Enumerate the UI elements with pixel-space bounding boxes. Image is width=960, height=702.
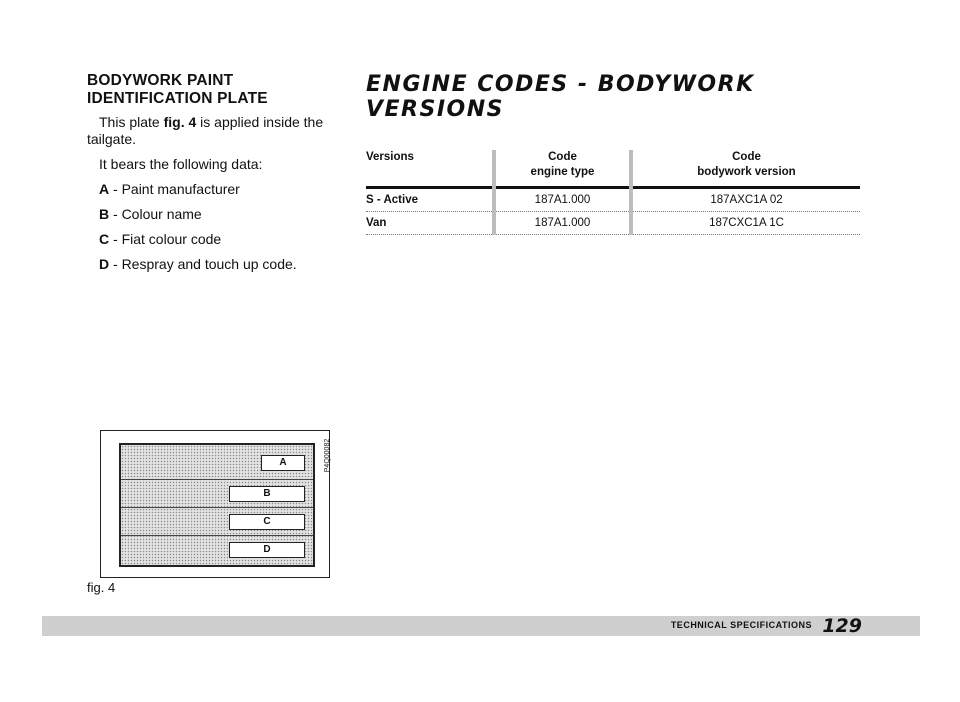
figure-reference: fig. 4 [163,114,197,130]
title-line-2: IDENTIFICATION PLATE [87,90,268,107]
plate-row [121,449,313,477]
cell-version: Van [366,212,494,235]
header-versions: Versions [366,151,414,163]
list-item [99,231,337,248]
list-item [99,181,337,198]
list-letter: C [99,231,110,247]
title-line-1: BODYWORK PAINT [87,72,234,89]
plate-row [121,479,313,507]
footer-section-label: TECHNICAL SPECIFICATIONS [670,620,812,630]
cell-version: S - Active [366,189,494,212]
list-text: - Paint manufacturer [109,181,240,197]
intro-paragraph [87,114,337,148]
list-letter: D [99,256,110,272]
header-engine-line1: Code [548,151,577,163]
list-item [99,256,337,273]
section-title [87,72,337,108]
plate-field-b: B [229,486,305,502]
intro-pre: This plate [99,114,164,130]
bears-paragraph: It bears the following data: [99,156,263,172]
table-header-row [366,150,860,188]
figure-code-text: P4Q00082 [324,438,332,473]
header-engine-line2: engine type [530,166,595,178]
paint-plate-figure [100,430,330,578]
cell-engine: 187A1.000 [494,212,631,235]
plate-row [121,535,313,563]
right-column [366,72,862,122]
plate-row [121,507,313,535]
figure-code [324,432,341,482]
cell-bodywork: 187AXC1A 02 [631,189,860,212]
page-number: 129 [822,615,862,637]
list-text: - Fiat colour code [109,231,222,247]
identification-plate [119,443,315,567]
header-body-line1: Code [732,151,761,163]
engine-codes-table [366,150,860,235]
cell-engine: 187A1.000 [494,189,631,212]
header-bodywork-code [631,150,860,188]
plate-field-a: A [261,455,305,471]
figure-caption: fig. 4 [87,580,116,595]
table-row [366,212,860,235]
intro-post: is applied inside the tailgate. [87,114,324,147]
list-letter: B [99,206,110,222]
page-title: ENGINE CODES - BODYWORK VERSIONS [366,72,755,122]
list-text: - Colour name [109,206,202,222]
left-column [87,72,337,281]
cell-bodywork: 187CXC1A 1C [631,212,860,235]
footer-bar [42,616,920,636]
table-row [366,189,860,212]
list-text: - Respray and touch up code. [109,256,297,272]
header-engine-code [494,150,631,188]
plate-field-d: D [229,542,305,558]
header-body-line2: bodywork version [697,166,796,178]
plate-field-c: C [229,514,305,530]
list-item [99,206,337,223]
list-letter: A [99,181,110,197]
